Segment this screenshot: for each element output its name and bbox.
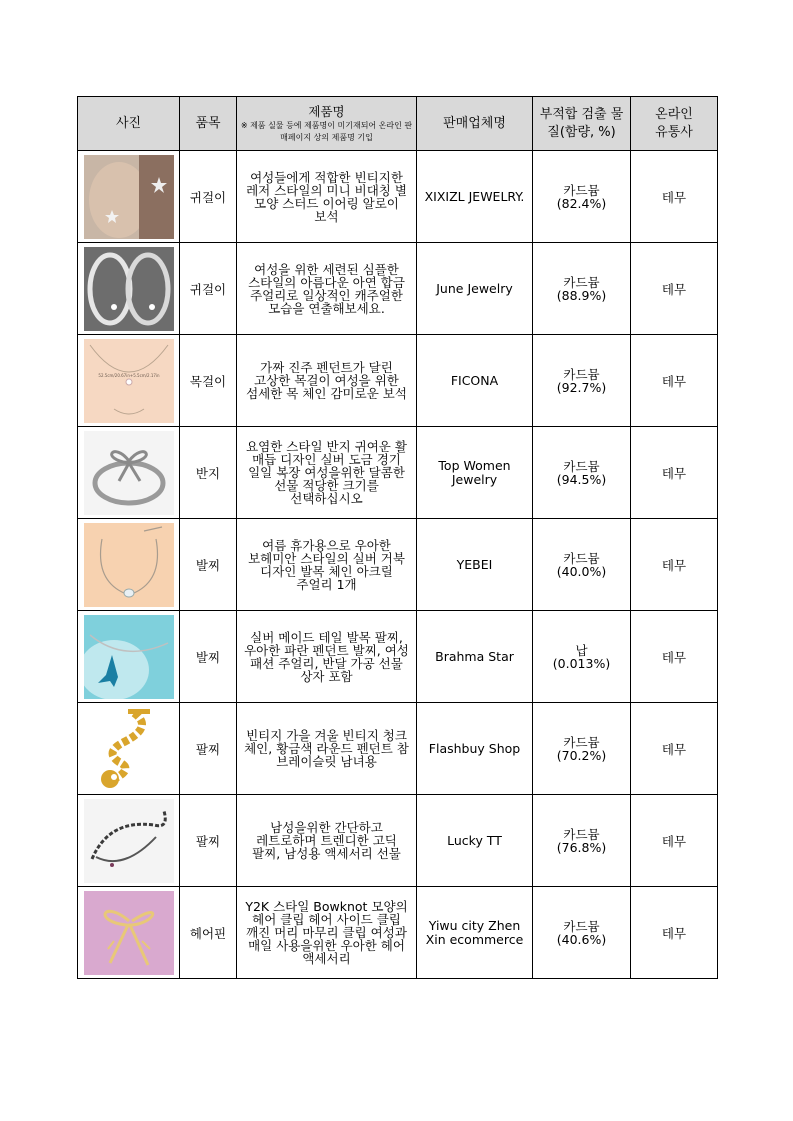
item-cell: 발찌 <box>180 611 237 703</box>
table-row <box>78 151 718 243</box>
substance-amount: (40.6%) <box>556 931 607 947</box>
substance-cell <box>533 519 631 611</box>
table-row <box>78 427 718 519</box>
vendor-cell: FICONA <box>417 335 533 427</box>
header-product-name <box>237 97 417 151</box>
pearl-necklace-photo <box>84 339 174 423</box>
item-cell: 귀걸이 <box>180 151 237 243</box>
substance-cell <box>533 611 631 703</box>
header-product-name-note: ※ 제품 실물 등에 제품명이 미기재되어 온라인 판매페이지 상의 제품명 기입 <box>240 120 413 142</box>
substance-name: 납 <box>575 642 588 658</box>
platform-cell: 테무 <box>631 703 718 795</box>
star-earring-photo <box>84 155 174 239</box>
product-name-cell: 여성들에게 적합한 빈티지한 레저 스타일의 미니 비대칭 별 모양 스터드 이어링 알로이 보석 <box>237 151 417 243</box>
gold-chain-bracelet-photo <box>84 707 174 791</box>
header-item: 품목 <box>180 97 237 151</box>
vendor-cell: Brahma Star <box>417 611 533 703</box>
product-name-cell: 가짜 진주 펜던트가 달린 고상한 목걸이 여성을 위한 섬세한 목 체인 감미로운 보석 <box>237 335 417 427</box>
header-row <box>78 97 718 151</box>
substance-amount: (70.2%) <box>556 747 607 763</box>
header-substance: 부적합 검출 물질(함량, %) <box>533 97 631 151</box>
substance-amount: (92.7%) <box>556 379 607 395</box>
item-cell: 반지 <box>180 427 237 519</box>
bow-ring-photo <box>84 431 174 515</box>
platform-cell: 테무 <box>631 519 718 611</box>
substance-name: 카드뮴 <box>563 458 600 474</box>
platform-cell: 테무 <box>631 795 718 887</box>
gothic-bracelet-photo <box>84 799 174 883</box>
platform-cell: 테무 <box>631 611 718 703</box>
substance-amount: (82.4%) <box>556 195 607 211</box>
substance-cell <box>533 243 631 335</box>
substance-cell <box>533 427 631 519</box>
product-name-cell: 여름 휴가용으로 우아한 보헤미안 스타일의 실버 거북 디자인 발목 체인 아크릴 주얼리 1개 <box>237 519 417 611</box>
header-platform: 온라인 유통사 <box>631 97 718 151</box>
vendor-cell: June Jewelry <box>417 243 533 335</box>
photo-cell <box>78 243 180 335</box>
platform-cell: 테무 <box>631 151 718 243</box>
substance-name: 카드뮴 <box>563 550 600 566</box>
substance-amount: (76.8%) <box>556 839 607 855</box>
product-name-cell: 남성을위한 간단하고 레트로하며 트렌디한 고딕 팔찌, 남성용 액세서리 선물 <box>237 795 417 887</box>
substance-amount: (0.013%) <box>552 655 611 671</box>
turtle-anklet-photo <box>84 523 174 607</box>
product-name-cell: 요염한 스타일 반지 귀여운 활 매듭 디자인 실버 도금 경기 일일 복장 여성을위한 달콤한 선물 적당한 크기를 선택하십시오 <box>237 427 417 519</box>
bow-hairpin-photo <box>84 891 174 975</box>
substance-name: 카드뮴 <box>563 826 600 842</box>
photo-cell <box>78 795 180 887</box>
table-row <box>78 611 718 703</box>
item-cell: 귀걸이 <box>180 243 237 335</box>
substance-cell <box>533 887 631 979</box>
table-row <box>78 887 718 979</box>
photo-cell <box>78 611 180 703</box>
platform-cell: 테무 <box>631 243 718 335</box>
platform-cell: 테무 <box>631 427 718 519</box>
table-row <box>78 519 718 611</box>
platform-cell: 테무 <box>631 335 718 427</box>
table-row <box>78 243 718 335</box>
photo-cell <box>78 519 180 611</box>
item-cell: 목걸이 <box>180 335 237 427</box>
table-row <box>78 795 718 887</box>
substance-name: 카드뮴 <box>563 918 600 934</box>
necklace-length-caption: 52.5cm/20.67in+5.5cm/2.17in <box>97 372 160 378</box>
table-row <box>78 703 718 795</box>
item-cell: 팔찌 <box>180 795 237 887</box>
substance-name: 카드뮴 <box>563 366 600 382</box>
substance-name: 카드뮴 <box>563 182 600 198</box>
substance-amount: (40.0%) <box>556 563 607 579</box>
product-table <box>77 96 718 979</box>
product-name-cell: Y2K 스타일 Bowknot 모양의 헤어 클립 헤어 사이드 클립 깨진 머리 마무리 클립 여성과 매일 사용을위한 우아한 헤어 액세서리 <box>237 887 417 979</box>
item-cell: 헤어핀 <box>180 887 237 979</box>
substance-cell <box>533 703 631 795</box>
vendor-cell: Flashbuy Shop <box>417 703 533 795</box>
header-product-name-label: 제품명 <box>308 103 345 119</box>
hoop-earring-photo <box>84 247 174 331</box>
product-name-cell: 여성을 위한 세련된 심플한 스타일의 아름다운 아연 합금 주얼리로 일상적인 캐주얼한 모습을 연출해보세요. <box>237 243 417 335</box>
substance-amount: (94.5%) <box>556 471 607 487</box>
mermaid-tail-anklet-photo <box>84 615 174 699</box>
header-vendor: 판매업체명 <box>417 97 533 151</box>
vendor-cell: XIXIZL JEWELRY. <box>417 151 533 243</box>
photo-cell <box>78 151 180 243</box>
substance-name: 카드뮴 <box>563 274 600 290</box>
product-name-cell: 실버 메이드 테일 발목 팔찌, 우아한 파란 펜던트 발찌, 여성 패션 주얼리, 반달 가공 선물 상자 포함 <box>237 611 417 703</box>
substance-name: 카드뮴 <box>563 734 600 750</box>
substance-cell <box>533 151 631 243</box>
product-name-cell: 빈티지 가을 겨울 빈티지 청크 체인, 황금색 라운드 펜던트 참 브레이슬릿 남녀용 <box>237 703 417 795</box>
item-cell: 발찌 <box>180 519 237 611</box>
substance-amount: (88.9%) <box>556 287 607 303</box>
platform-cell: 테무 <box>631 887 718 979</box>
substance-cell <box>533 795 631 887</box>
vendor-cell: YEBEI <box>417 519 533 611</box>
vendor-cell: Yiwu city Zhen Xin ecommerce <box>417 887 533 979</box>
substance-cell <box>533 335 631 427</box>
vendor-cell: Lucky TT <box>417 795 533 887</box>
photo-cell <box>78 335 180 427</box>
photo-cell <box>78 887 180 979</box>
item-cell: 팔찌 <box>180 703 237 795</box>
vendor-cell: Top Women Jewelry <box>417 427 533 519</box>
photo-cell <box>78 703 180 795</box>
photo-cell <box>78 427 180 519</box>
header-photo: 사진 <box>78 97 180 151</box>
table-row <box>78 335 718 427</box>
